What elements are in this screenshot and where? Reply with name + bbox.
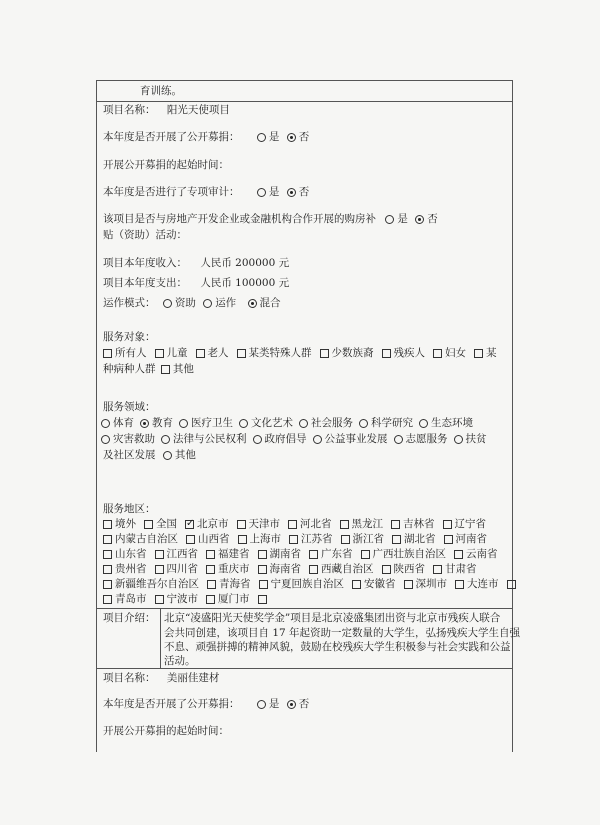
checkbox[interactable] <box>258 550 267 559</box>
checkbox[interactable] <box>259 580 268 589</box>
region-option-label: 福建省 <box>218 548 250 560</box>
region-option-label: 宁夏回族自治区 <box>270 578 344 590</box>
service-regions-row <box>101 547 504 562</box>
option-label: 某类特殊人群 <box>248 347 312 359</box>
expense-row <box>103 276 289 291</box>
checkbox[interactable] <box>443 520 452 529</box>
checkbox[interactable] <box>352 580 361 589</box>
region-option-label: 全国 <box>156 518 177 530</box>
checkbox[interactable] <box>103 520 112 529</box>
region-option-label: 江西省 <box>166 548 198 560</box>
radio-no-label: 否 <box>298 131 310 143</box>
region-option-label: 黑龙江 <box>351 518 383 530</box>
region-option-label: 吉林省 <box>403 518 435 530</box>
housing-subsidy-question: 该项目是否与房地产开发企业或金融机构合作开展的购房补 <box>103 213 376 225</box>
region-option-label: 宁波市 <box>166 593 198 605</box>
intro-line: 北京“凌盛阳光天使奖学金”项目是北京凌盛集团出资与北京市残疾人联合 <box>164 612 501 624</box>
checkbox[interactable] <box>103 595 112 604</box>
checkbox[interactable] <box>404 580 413 589</box>
checkbox[interactable] <box>196 349 205 358</box>
checkbox[interactable] <box>238 535 247 544</box>
region-option-label: 湖北省 <box>404 533 436 545</box>
checkbox[interactable] <box>455 580 464 589</box>
region-option-label: 河北省 <box>300 518 332 530</box>
checkbox[interactable] <box>454 550 463 559</box>
checkbox[interactable] <box>155 595 164 604</box>
checkbox[interactable] <box>309 565 318 574</box>
checkbox[interactable] <box>258 595 267 604</box>
service-regions-row <box>101 592 270 607</box>
mode-option-label: 混合 <box>259 297 281 309</box>
radio[interactable] <box>101 435 110 444</box>
option-label: 体育 <box>113 417 134 429</box>
option-label-cont: 及社区发展 <box>103 449 156 461</box>
public-fundraising-question: 本年度是否开展了公开募捐： <box>103 131 240 143</box>
service-targets-label: 服务对象： <box>103 331 156 343</box>
checkbox[interactable] <box>155 565 164 574</box>
operation-mode-row <box>103 296 281 311</box>
project-name-value: 美丽佳建材 <box>166 672 220 684</box>
checkbox[interactable] <box>161 365 170 374</box>
radio-no[interactable] <box>287 188 296 197</box>
checkbox[interactable] <box>382 349 391 358</box>
checkbox[interactable] <box>103 550 112 559</box>
radio-yes-label: 是 <box>268 131 280 143</box>
service-fields-row <box>101 432 487 447</box>
special-audit-question: 本年度是否进行了专项审计： <box>103 186 240 198</box>
checkbox[interactable] <box>206 550 215 559</box>
previous-section-tail: 育训练。 <box>140 85 182 97</box>
checkbox[interactable] <box>185 520 194 529</box>
option-label: 法律与公民权利 <box>173 433 247 445</box>
service-fields-row <box>101 416 473 431</box>
region-option-label: 云南省 <box>466 548 498 560</box>
special-audit-row <box>103 185 309 200</box>
region-option-label: 陕西省 <box>393 563 425 575</box>
project-name-label: 项目名称： <box>103 104 156 116</box>
region-option-label: 深圳市 <box>415 578 447 590</box>
intro-column-divider <box>160 608 161 668</box>
region-option-label: 青岛市 <box>115 593 147 605</box>
radio-yes-label: 是 <box>397 213 408 225</box>
option-label: 医疗卫生 <box>191 417 233 429</box>
region-option-label: 安徽省 <box>364 578 396 590</box>
row-divider <box>96 101 512 102</box>
project-name-label: 项目名称： <box>103 672 156 684</box>
region-option-label: 广东省 <box>321 548 353 560</box>
region-option-label: 内蒙古自治区 <box>115 533 178 545</box>
checkbox[interactable] <box>444 535 453 544</box>
region-option-label: 浙江省 <box>352 533 384 545</box>
region-option-label: 上海市 <box>249 533 281 545</box>
region-option-label: 贵州省 <box>115 563 147 575</box>
fundraising-start-time: 开展公开募捐的起始时间： <box>103 159 229 171</box>
mode-option-label: 资助 <box>174 297 196 309</box>
radio-yes[interactable] <box>257 133 266 142</box>
option-label: 其他 <box>174 449 196 461</box>
checkbox[interactable] <box>382 565 391 574</box>
service-targets-row <box>101 346 497 361</box>
region-option-label: 辽宁省 <box>454 518 486 530</box>
option-label: 生态环境 <box>431 417 473 429</box>
option-label: 某 <box>486 347 497 359</box>
checkbox[interactable] <box>103 565 112 574</box>
checkbox[interactable] <box>258 565 267 574</box>
radio-mode-operate[interactable] <box>203 299 212 308</box>
option-label: 志愿服务 <box>405 433 448 445</box>
row-divider <box>96 668 512 669</box>
intro-line: 活动。 <box>164 655 196 667</box>
service-regions-row <box>101 562 483 577</box>
radio-mode-fund[interactable] <box>163 299 172 308</box>
option-label: 老人 <box>207 347 229 359</box>
checkbox[interactable] <box>155 349 164 358</box>
radio-no[interactable] <box>287 700 296 709</box>
region-option-label: 新疆维吾尔自治区 <box>115 578 199 590</box>
option-label-cont: 种病种人群 <box>103 363 156 375</box>
radio[interactable] <box>313 435 322 444</box>
radio[interactable] <box>419 419 428 428</box>
region-option-label: 西藏自治区 <box>321 563 374 575</box>
income-value: 人民币 200000 元 <box>200 257 290 269</box>
radio-no-label: 否 <box>427 213 438 225</box>
checkbox[interactable] <box>206 565 215 574</box>
radio-yes[interactable] <box>385 215 394 224</box>
region-option-label: 青海省 <box>219 578 251 590</box>
row-divider <box>96 608 512 609</box>
region-option-label: 天津市 <box>248 518 280 530</box>
service-fields-label: 服务领域： <box>103 401 156 413</box>
radio[interactable] <box>239 419 248 428</box>
intro-line: 不息、顽强拼搏的精神风貌，鼓励在校残疾大学生积极参与社会实践和公益 <box>164 641 511 653</box>
checkbox[interactable] <box>186 535 195 544</box>
income-label: 项目本年度收入： <box>103 257 187 269</box>
checkbox[interactable] <box>361 550 370 559</box>
public-fundraising-row <box>103 130 309 145</box>
public-fundraising-row <box>103 697 309 712</box>
checkbox[interactable] <box>391 520 400 529</box>
radio-no[interactable] <box>287 133 296 142</box>
region-option-label: 境外 <box>115 518 136 530</box>
option-label: 政府倡导 <box>264 433 307 445</box>
public-fundraising-question: 本年度是否开展了公开募捐： <box>103 698 240 710</box>
radio-yes[interactable] <box>257 188 266 197</box>
region-option-label: 大连市 <box>467 578 499 590</box>
option-label: 所有人 <box>115 347 147 359</box>
radio-no-label: 否 <box>298 698 310 710</box>
checkbox[interactable] <box>474 349 483 358</box>
checkbox[interactable] <box>237 520 246 529</box>
mode-option-label: 运作 <box>215 297 237 309</box>
checkbox[interactable] <box>320 349 329 358</box>
option-label: 社会服务 <box>311 417 353 429</box>
service-regions-row <box>101 577 519 592</box>
radio-no[interactable] <box>415 215 424 224</box>
option-label: 扶贫 <box>465 433 487 445</box>
radio[interactable] <box>161 435 170 444</box>
project-intro-label: 项目介绍： <box>103 612 156 624</box>
option-label: 教育 <box>152 417 173 429</box>
checkbox[interactable] <box>144 520 153 529</box>
radio[interactable] <box>394 435 403 444</box>
option-label: 儿童 <box>166 347 188 359</box>
region-option-label: 甘肃省 <box>445 563 477 575</box>
region-option-label: 河南省 <box>455 533 487 545</box>
service-regions-row <box>101 532 493 547</box>
service-regions-row <box>101 517 492 532</box>
radio[interactable] <box>140 419 149 428</box>
checkbox[interactable] <box>433 349 442 358</box>
option-label: 公益事业发展 <box>324 433 388 445</box>
radio[interactable] <box>163 451 172 460</box>
checkbox[interactable] <box>507 580 516 589</box>
radio[interactable] <box>299 419 308 428</box>
region-option-label: 北京市 <box>197 518 229 530</box>
radio[interactable] <box>359 419 368 428</box>
project-name-value: 阳光天使项目 <box>166 104 230 116</box>
checkbox[interactable] <box>155 550 164 559</box>
checkbox[interactable] <box>103 349 112 358</box>
radio[interactable] <box>101 419 110 428</box>
service-regions-label: 服务地区： <box>103 503 156 515</box>
radio[interactable] <box>454 435 463 444</box>
checkbox[interactable] <box>288 520 297 529</box>
radio-yes[interactable] <box>257 700 266 709</box>
checkbox[interactable] <box>237 349 246 358</box>
checkbox[interactable] <box>433 565 442 574</box>
radio-yes-label: 是 <box>268 698 280 710</box>
radio-mode-mixed[interactable] <box>248 299 257 308</box>
expense-value: 人民币 100000 元 <box>200 277 290 289</box>
option-label: 少数族裔 <box>331 347 374 359</box>
service-fields-row <box>103 448 196 463</box>
checkbox[interactable] <box>103 580 112 589</box>
table-top-border <box>96 80 512 81</box>
region-option-label: 四川省 <box>166 563 198 575</box>
table-left-border <box>96 80 97 752</box>
intro-line: 会共同创建，该项目自 17 年起资助一定数量的大学生，弘扬残疾大学生自强 <box>164 626 521 639</box>
option-label: 灾害救助 <box>113 433 155 445</box>
checkbox[interactable] <box>340 520 349 529</box>
option-label: 残疾人 <box>393 347 425 359</box>
checkbox[interactable] <box>289 535 298 544</box>
checkbox[interactable] <box>103 535 112 544</box>
checkbox[interactable] <box>206 595 215 604</box>
radio-no-label: 否 <box>298 186 310 198</box>
project-name-row <box>103 671 219 686</box>
radio[interactable] <box>179 419 188 428</box>
operation-mode-label: 运作模式： <box>103 297 156 309</box>
checkbox[interactable] <box>309 550 318 559</box>
region-option-label: 广西壮族自治区 <box>372 548 446 560</box>
project-name-row <box>103 103 230 118</box>
fundraising-start-time: 开展公开募捐的起始时间： <box>103 725 229 737</box>
service-targets-row <box>103 362 194 377</box>
housing-subsidy-row <box>103 212 438 227</box>
region-option-label: 海南省 <box>269 563 301 575</box>
checkbox[interactable] <box>207 580 216 589</box>
table-right-border <box>512 80 513 752</box>
checkbox[interactable] <box>341 535 350 544</box>
radio[interactable] <box>253 435 262 444</box>
income-row <box>103 256 289 271</box>
option-label: 其他 <box>172 363 194 375</box>
expense-label: 项目本年度支出： <box>103 277 187 289</box>
option-label: 妇女 <box>445 347 466 359</box>
region-option-label: 江苏省 <box>301 533 333 545</box>
option-label: 文化艺术 <box>251 417 293 429</box>
region-option-label: 湖南省 <box>269 548 301 560</box>
region-option-label: 重庆市 <box>218 563 250 575</box>
region-option-label: 厦门市 <box>218 593 250 605</box>
option-label: 科学研究 <box>371 417 413 429</box>
region-option-label: 山东省 <box>115 548 147 560</box>
housing-subsidy-question-cont: 贴（资助）活动： <box>103 229 187 241</box>
radio-yes-label: 是 <box>268 186 280 198</box>
region-option-label: 山西省 <box>198 533 230 545</box>
checkbox[interactable] <box>392 535 401 544</box>
